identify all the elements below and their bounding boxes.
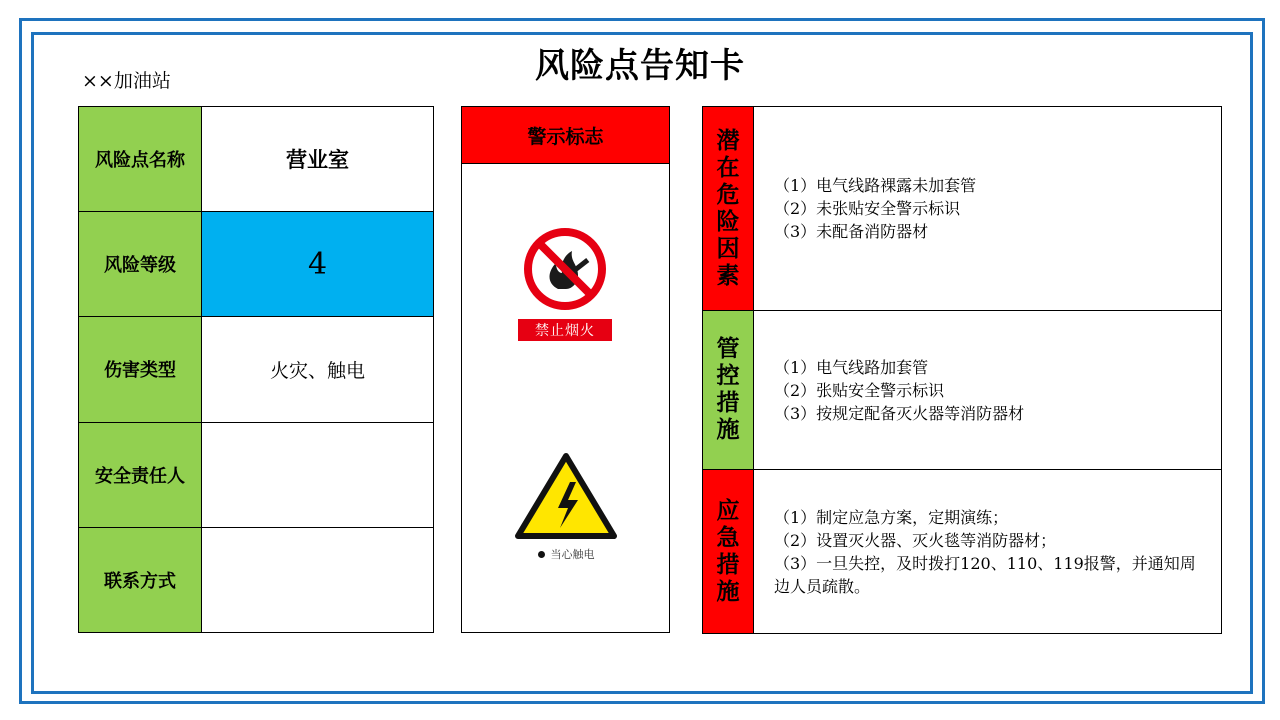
hazard-item: （2）未张贴安全警示标识	[774, 199, 961, 218]
electric-shock-caption	[514, 546, 618, 562]
row-hazards	[703, 107, 1222, 311]
controls-content	[754, 311, 1222, 470]
risk-point-name-value: 营业室	[202, 107, 434, 212]
emergency-item: （3）一旦失控，及时拨打120、110、119报警，并通知周边人员疏散。	[774, 553, 1196, 596]
risk-measures-table	[702, 106, 1222, 634]
controls-label: 管 控 措 施	[703, 311, 754, 470]
row-level	[79, 212, 434, 317]
risk-point-name-label: 风险点名称	[79, 107, 202, 212]
hazards-content	[754, 107, 1222, 311]
row-harm	[79, 317, 434, 422]
row-emergency	[703, 470, 1222, 634]
hazards-label: 潜 在 危 险 因 素	[703, 107, 754, 311]
warning-signs-header: 警示标志	[462, 107, 669, 164]
card-title: 风险点告知卡	[535, 46, 745, 86]
emergency-item: （2）设置灭火器、灭火毯等消防器材；	[774, 530, 1057, 550]
high-voltage-icon	[514, 452, 618, 540]
hazard-item: （3）未配备消防器材	[774, 222, 929, 241]
responsible-person-label: 安全责任人	[79, 422, 202, 527]
risk-level-label: 风险等级	[79, 212, 202, 317]
contact-label: 联系方式	[79, 527, 202, 632]
row-contact	[79, 527, 434, 632]
bullet-dot-icon	[538, 551, 545, 558]
risk-info-table	[78, 106, 434, 633]
no-fire-icon	[518, 227, 612, 311]
no-fire-sign	[518, 227, 612, 341]
warning-signs-panel	[461, 106, 670, 633]
control-item: （1）电气线路加套管	[774, 357, 929, 377]
contact-value	[202, 527, 434, 632]
hazard-item: （1）电气线路裸露未加套管	[774, 176, 977, 195]
station-name: ××加油站	[82, 70, 171, 92]
risk-level-value: 4	[202, 212, 434, 317]
control-item: （3）按规定配备灭火器等消防器材	[774, 403, 1025, 423]
row-name	[79, 107, 434, 212]
emergency-item: （1）制定应急方案，定期演练；	[774, 507, 1009, 527]
row-controls	[703, 311, 1222, 470]
emergency-content	[754, 470, 1222, 634]
harm-type-value: 火灾、触电	[202, 317, 434, 422]
responsible-person-value	[202, 422, 434, 527]
row-person	[79, 422, 434, 527]
no-fire-plate: 禁止烟火	[518, 319, 612, 341]
electric-shock-text: 当心触电	[550, 548, 595, 561]
electric-shock-sign	[514, 452, 618, 562]
control-item: （2）张贴安全警示标识	[774, 380, 945, 400]
harm-type-label: 伤害类型	[79, 317, 202, 422]
emergency-label: 应 急 措 施	[703, 470, 754, 634]
